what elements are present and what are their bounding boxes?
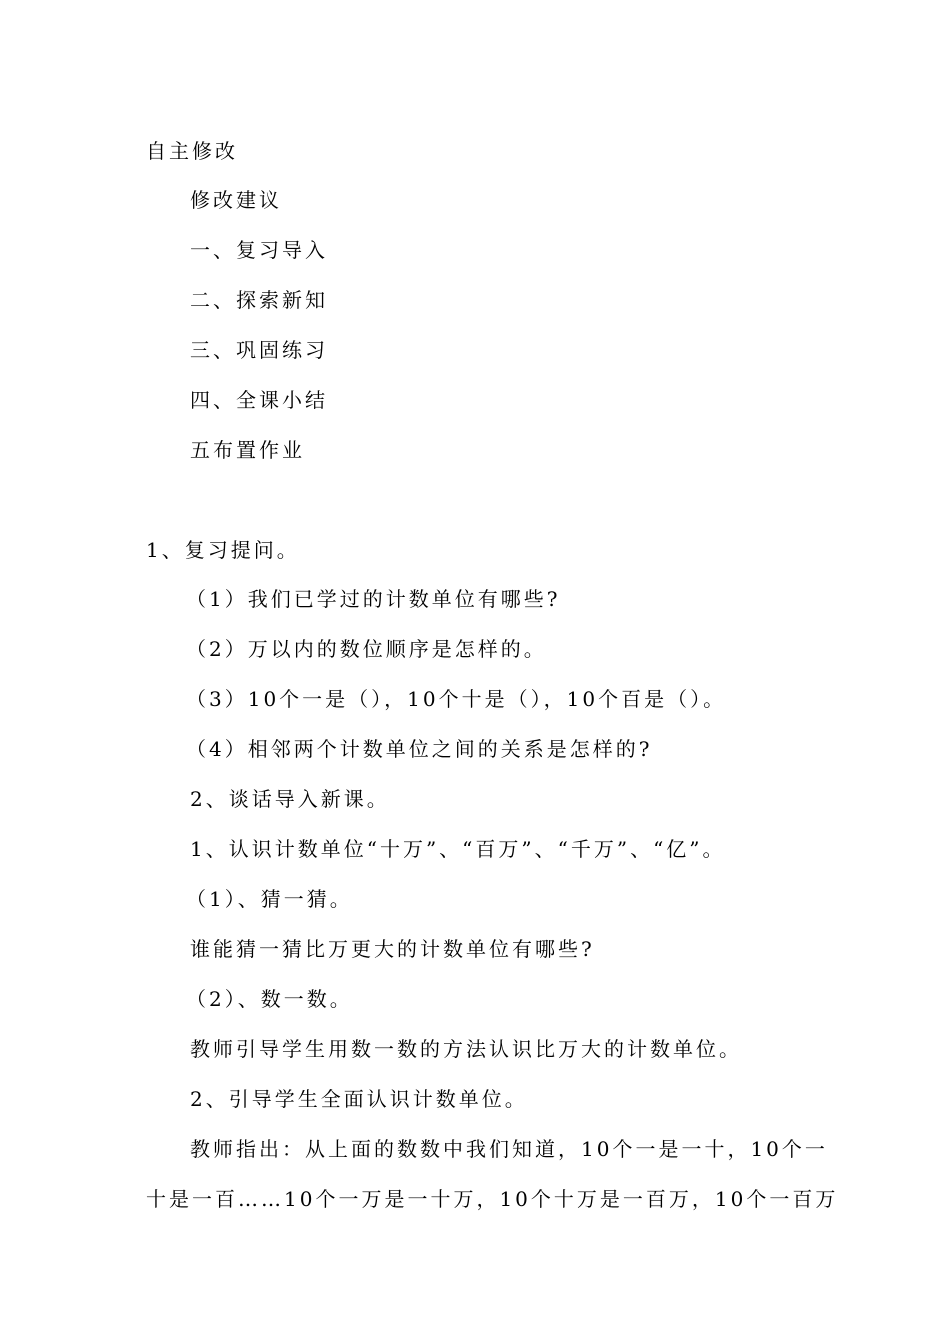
count-step: （2）、数一数。 (186, 987, 353, 1011)
outline-item-3: 三、巩固练习 (190, 338, 328, 362)
section-heading-self-revision: 自主修改 (146, 139, 238, 163)
outline-item-5: 五布置作业 (190, 438, 305, 462)
review-question-4: （4）相邻两个计数单位之间的关系是怎样的? (186, 737, 653, 761)
outline-item-4: 四、全课小结 (190, 388, 328, 412)
review-question-3: （3）10个一是（），10个十是（），10个百是（）。 (186, 687, 727, 711)
full-recognition-heading: 2、引导学生全面认识计数单位。 (190, 1087, 528, 1111)
revision-suggestion-label: 修改建议 (190, 188, 282, 212)
teacher-guidance-text: 教师引导学生用数一数的方法认识比万大的计数单位。 (190, 1037, 742, 1061)
outline-item-1: 一、复习导入 (190, 238, 328, 262)
counting-units-heading: 1、认识计数单位“十万”、“百万”、“千万”、“亿”。 (190, 837, 726, 861)
guess-step: （1）、猜一猜。 (186, 887, 353, 911)
teacher-note-line-1: 教师指出：从上面的数数中我们知道，10个一是一十，10个一 (190, 1137, 828, 1161)
review-question-1: （1）我们已学过的计数单位有哪些? (186, 587, 561, 611)
review-question-heading: 1、复习提问。 (146, 538, 300, 562)
outline-item-2: 二、探索新知 (190, 288, 328, 312)
teacher-note-line-2: 十是一百……10个一万是一十万，10个十万是一百万，10个一百万 (146, 1187, 839, 1211)
talk-intro-heading: 2、谈话导入新课。 (190, 787, 390, 811)
guess-question: 谁能猜一猜比万更大的计数单位有哪些? (190, 937, 595, 961)
review-question-2: （2）万以内的数位顺序是怎样的。 (186, 637, 547, 661)
